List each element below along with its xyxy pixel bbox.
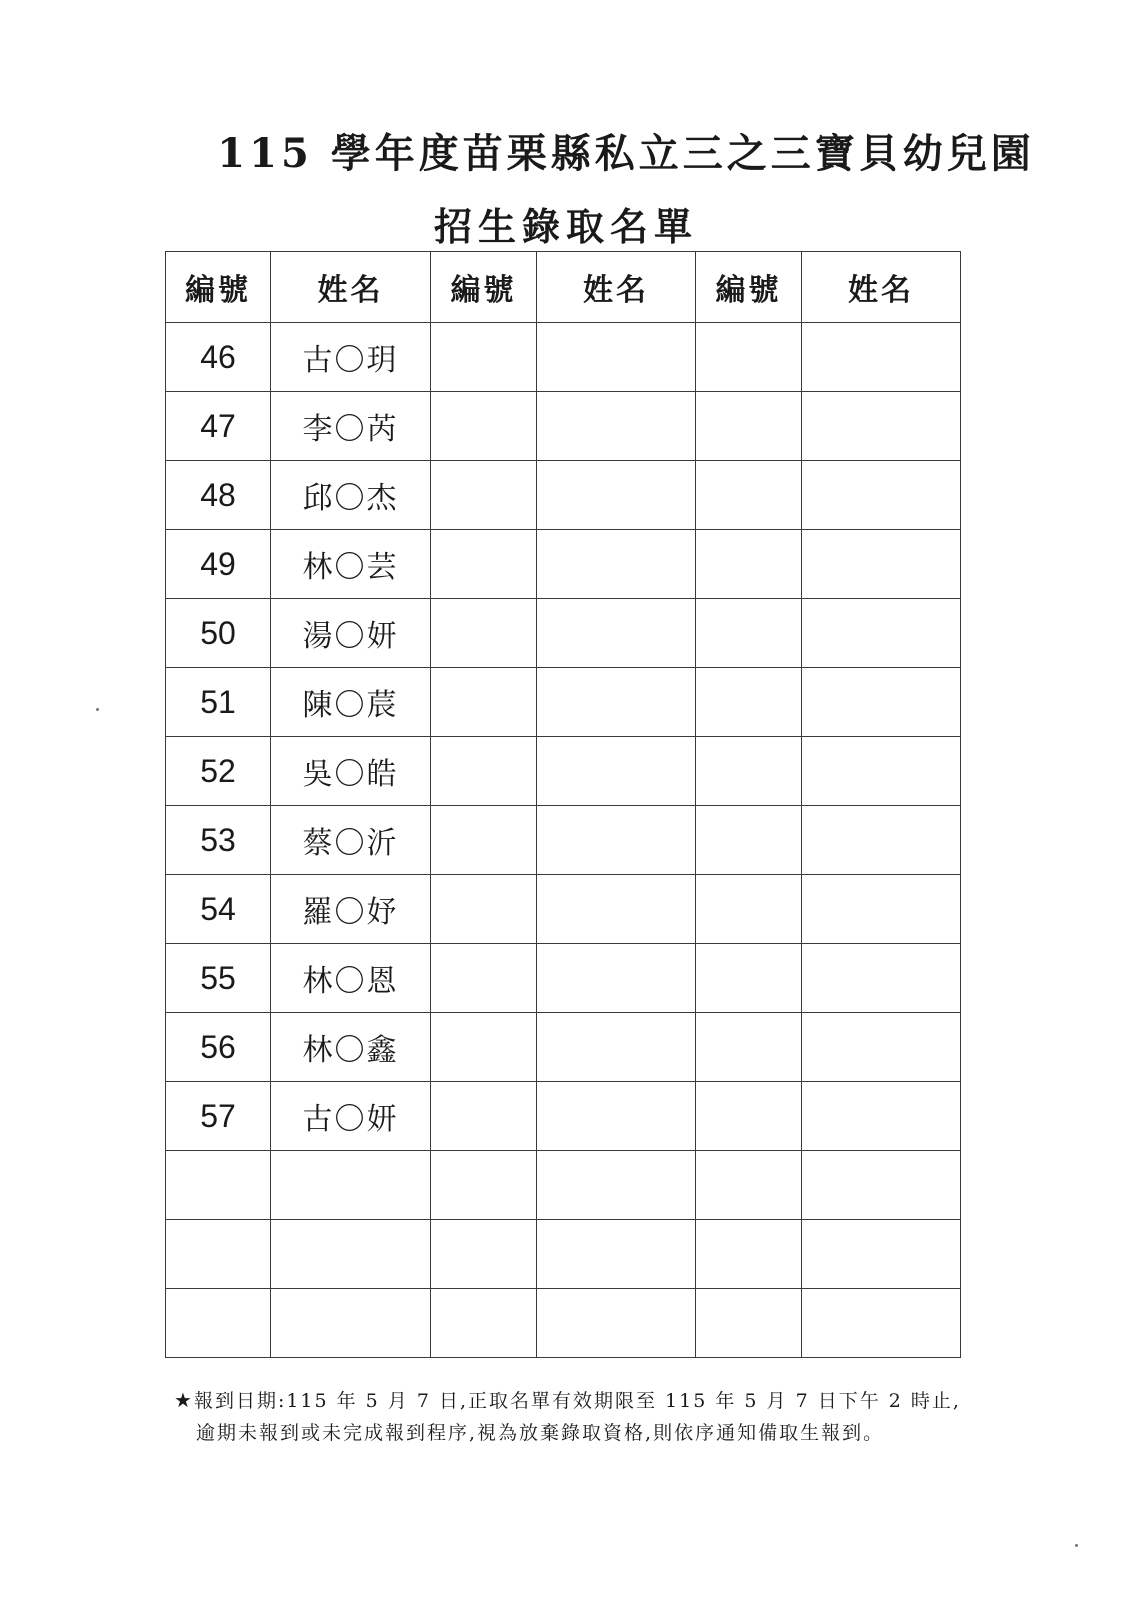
cell-name <box>271 1220 431 1289</box>
cell-name-empty <box>537 461 696 530</box>
cell-name-empty <box>537 944 696 1013</box>
cell-number: 48 <box>166 461 271 530</box>
cell-number-empty <box>431 1082 537 1151</box>
cell-number: 49 <box>166 530 271 599</box>
scan-speck <box>1075 1544 1078 1547</box>
cell-number-empty <box>696 875 802 944</box>
header-number-1: 編號 <box>166 252 271 323</box>
cell-number: 55 <box>166 944 271 1013</box>
cell-name-empty <box>537 806 696 875</box>
table-header-row <box>166 252 961 323</box>
cell-number-empty <box>696 1082 802 1151</box>
cell-number-empty <box>431 530 537 599</box>
cell-number-empty <box>696 461 802 530</box>
cell-number-empty <box>431 1289 537 1358</box>
cell-name-empty <box>802 806 961 875</box>
table-body <box>166 323 961 1358</box>
cell-name-empty <box>802 737 961 806</box>
notice-line-2: 逾期未報到或未完成報到程序,視為放棄錄取資格,則依序通知備取生報到。 <box>196 1422 885 1444</box>
cell-name-empty <box>537 323 696 392</box>
cell-number-empty <box>431 1220 537 1289</box>
cell-number-empty <box>696 323 802 392</box>
table-row <box>166 875 961 944</box>
cell-name-empty <box>802 530 961 599</box>
cell-name-empty <box>802 461 961 530</box>
scan-speck <box>96 708 99 711</box>
table-row <box>166 1013 961 1082</box>
cell-name-empty <box>537 1151 696 1220</box>
cell-name-empty <box>537 1220 696 1289</box>
cell-number-empty <box>431 875 537 944</box>
header-number-2: 編號 <box>431 252 537 323</box>
cell-number-empty <box>696 1151 802 1220</box>
cell-number: 57 <box>166 1082 271 1151</box>
cell-name: 李〇芮 <box>271 392 431 461</box>
cell-name-empty <box>802 1151 961 1220</box>
cell-number-empty <box>431 1151 537 1220</box>
cell-name-empty <box>537 875 696 944</box>
cell-name-empty <box>802 875 961 944</box>
header-name-2: 姓名 <box>537 252 696 323</box>
cell-number: 51 <box>166 668 271 737</box>
cell-name-empty <box>537 1013 696 1082</box>
document-subtitle: 招生錄取名單 <box>433 204 698 249</box>
cell-number-empty <box>431 599 537 668</box>
cell-number-empty <box>431 668 537 737</box>
table-row <box>166 323 961 392</box>
document-title: 115 學年度苗栗縣私立三之三寶貝幼兒園 <box>217 130 1035 177</box>
cell-number-empty <box>431 944 537 1013</box>
cell-name: 古〇妍 <box>271 1082 431 1151</box>
table-row <box>166 1151 961 1220</box>
cell-number: 53 <box>166 806 271 875</box>
cell-name-empty <box>802 599 961 668</box>
cell-name: 吳〇皓 <box>271 737 431 806</box>
cell-number-empty <box>431 323 537 392</box>
cell-name: 羅〇妤 <box>271 875 431 944</box>
cell-name-empty <box>802 1220 961 1289</box>
cell-name: 蔡〇沂 <box>271 806 431 875</box>
cell-number: 52 <box>166 737 271 806</box>
registration-notice <box>174 1384 961 1449</box>
cell-name-empty <box>802 1013 961 1082</box>
table-row <box>166 1220 961 1289</box>
cell-name-empty <box>802 668 961 737</box>
cell-number <box>166 1220 271 1289</box>
cell-name-empty <box>802 944 961 1013</box>
cell-name: 林〇恩 <box>271 944 431 1013</box>
table-row <box>166 599 961 668</box>
star-icon: ★ <box>174 1388 194 1412</box>
cell-number-empty <box>696 392 802 461</box>
table-row <box>166 1082 961 1151</box>
cell-name-empty <box>537 668 696 737</box>
cell-number-empty <box>696 530 802 599</box>
table-row <box>166 668 961 737</box>
cell-name-empty <box>537 1289 696 1358</box>
cell-name-empty <box>537 1082 696 1151</box>
cell-number <box>166 1289 271 1358</box>
header-name-1: 姓名 <box>271 252 431 323</box>
header-number-3: 編號 <box>696 252 802 323</box>
cell-number-empty <box>431 1013 537 1082</box>
cell-number-empty <box>696 806 802 875</box>
cell-name: 林〇芸 <box>271 530 431 599</box>
cell-name-empty <box>802 392 961 461</box>
cell-number: 46 <box>166 323 271 392</box>
cell-name <box>271 1151 431 1220</box>
cell-number-empty <box>696 1220 802 1289</box>
cell-name: 陳〇莀 <box>271 668 431 737</box>
table-row <box>166 461 961 530</box>
cell-name-empty <box>537 530 696 599</box>
cell-number-empty <box>696 944 802 1013</box>
cell-number: 50 <box>166 599 271 668</box>
cell-name: 湯〇妍 <box>271 599 431 668</box>
cell-number-empty <box>431 392 537 461</box>
cell-name: 古〇玥 <box>271 323 431 392</box>
cell-name: 林〇鑫 <box>271 1013 431 1082</box>
table-row <box>166 392 961 461</box>
cell-number-empty <box>431 461 537 530</box>
notice-text-1: 報到日期:115 年 5 月 7 日,正取名單有效期限至 115 年 5 月 7 日下午 2 時止, <box>193 1390 961 1412</box>
cell-number-empty <box>696 668 802 737</box>
table-row <box>166 737 961 806</box>
header-name-3: 姓名 <box>802 252 961 323</box>
cell-number-empty <box>696 737 802 806</box>
cell-name: 邱〇杰 <box>271 461 431 530</box>
cell-name-empty <box>802 323 961 392</box>
cell-number <box>166 1151 271 1220</box>
cell-name-empty <box>802 1082 961 1151</box>
admission-list-table <box>165 251 961 1358</box>
cell-number-empty <box>431 806 537 875</box>
cell-name-empty <box>537 392 696 461</box>
table-row <box>166 530 961 599</box>
table-row <box>166 944 961 1013</box>
cell-number-empty <box>431 737 537 806</box>
cell-number: 47 <box>166 392 271 461</box>
cell-name-empty <box>537 737 696 806</box>
cell-name-empty <box>537 599 696 668</box>
cell-number-empty <box>696 1013 802 1082</box>
cell-number-empty <box>696 1289 802 1358</box>
notice-line-1 <box>174 1384 961 1417</box>
cell-name-empty <box>802 1289 961 1358</box>
table-row <box>166 806 961 875</box>
cell-number: 56 <box>166 1013 271 1082</box>
cell-number-empty <box>696 599 802 668</box>
table-row <box>166 1289 961 1358</box>
cell-number: 54 <box>166 875 271 944</box>
cell-name <box>271 1289 431 1358</box>
